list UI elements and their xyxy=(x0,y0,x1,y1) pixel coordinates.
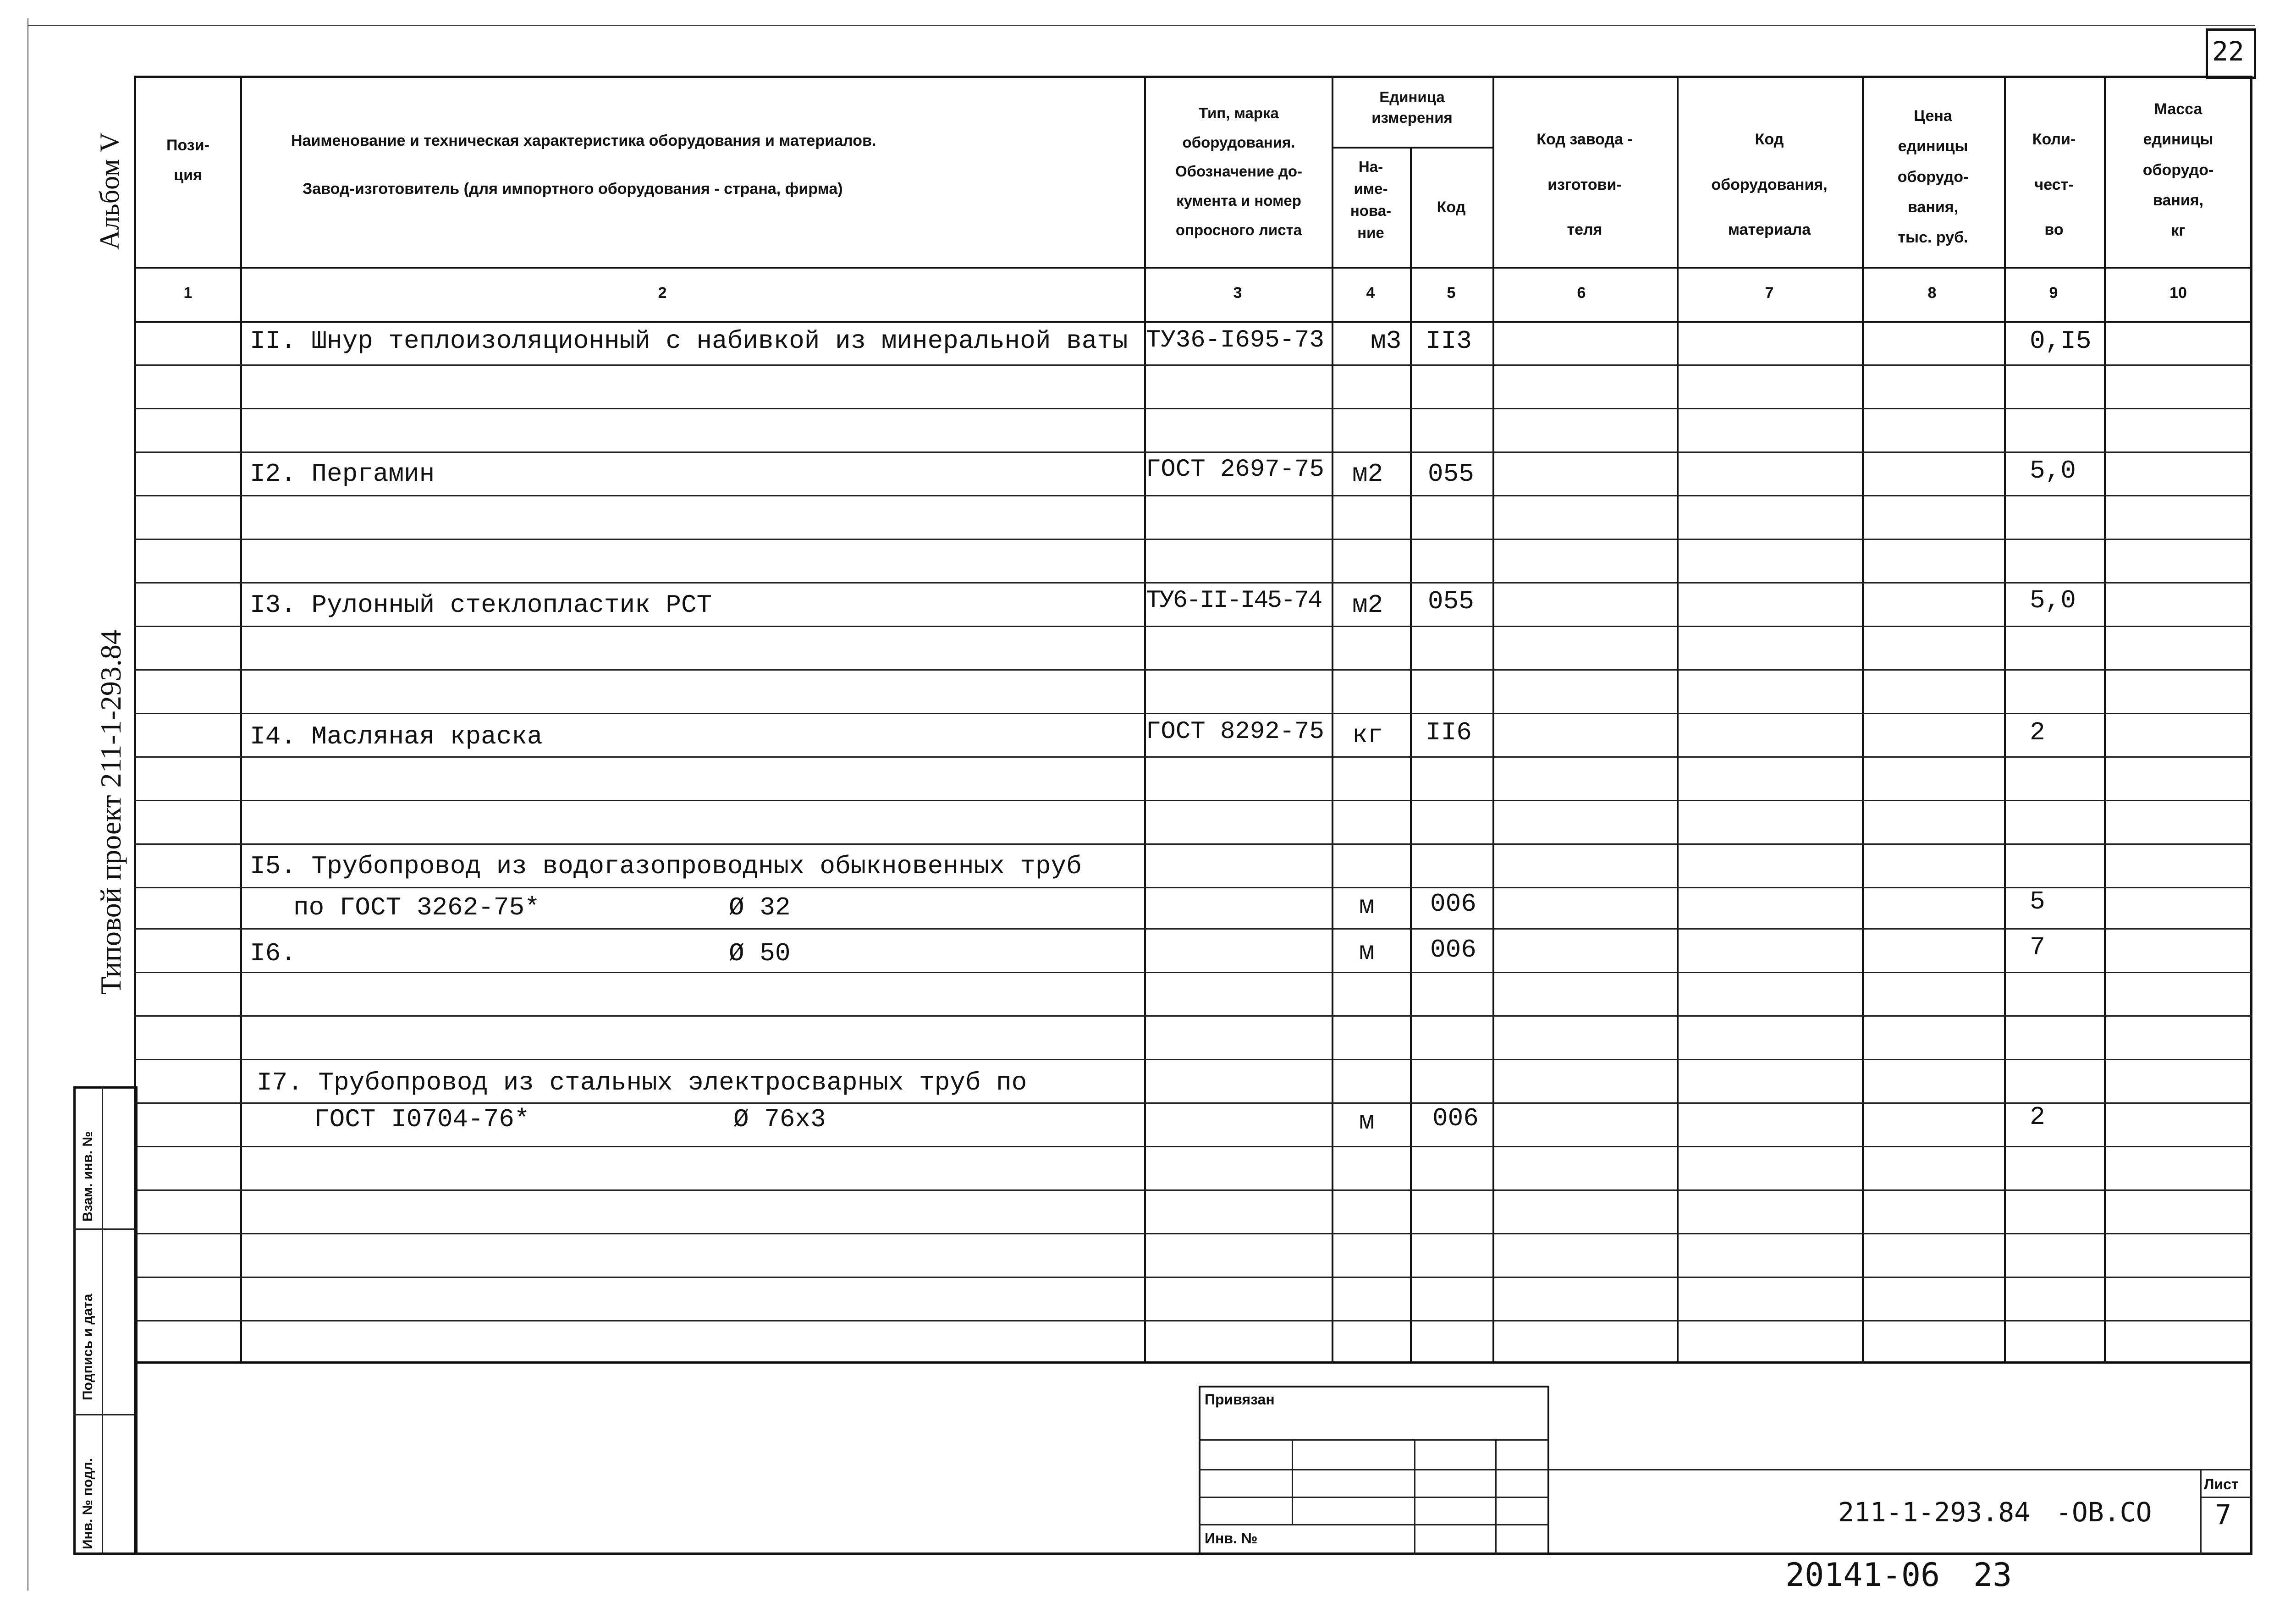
album-label: Альбом V xyxy=(94,132,125,250)
table-row-line xyxy=(134,928,2252,930)
row-13-name: I3. Рулонный стеклопластик РСТ xyxy=(250,590,712,620)
header-position: Пози- ция xyxy=(166,137,209,184)
col-divider xyxy=(1410,147,1412,1364)
row-12-code: 055 xyxy=(1428,459,1474,489)
table-row-line xyxy=(134,539,2252,540)
row-15-name: I5. Трубопровод из водогазопроводных обыкновенных труб xyxy=(250,852,1082,881)
row-11-qty: 0,I5 xyxy=(2030,326,2092,356)
table-row-line xyxy=(134,1102,2252,1104)
col-divider xyxy=(1332,76,1333,1364)
row-11-unit: м3 xyxy=(1371,326,1402,356)
privyazan-row xyxy=(1199,1497,1549,1498)
header-name-line1: Наименование и техническая характеристика оборудования и материалов. xyxy=(291,132,876,149)
row-17b-name: ГОСТ I0704-76* xyxy=(314,1105,530,1134)
privyazan-col xyxy=(1495,1439,1497,1555)
sheet-box-mid xyxy=(2200,1497,2252,1498)
row-12-qty: 5,0 xyxy=(2030,456,2076,485)
row-13-unit: м2 xyxy=(1352,590,1383,620)
colnum-1: 1 xyxy=(183,284,193,302)
colnum-2: 2 xyxy=(658,284,667,302)
col-divider xyxy=(1492,76,1494,1364)
table-row-line xyxy=(134,756,2252,758)
row-15b-unit: м xyxy=(1359,892,1375,921)
row-12-doc: ГОСТ 2697-75 xyxy=(1146,456,1324,484)
sheet-number: 7 xyxy=(2215,1499,2232,1531)
row-11-name: II. Шнур теплоизоляционный с набивкой из минеральной ваты xyxy=(250,326,1128,356)
header-unit-code: Код xyxy=(1437,198,1466,216)
inv-no-label: Инв. № xyxy=(1205,1530,1258,1547)
table-row-line xyxy=(134,1189,2252,1191)
table-row-line xyxy=(134,495,2252,496)
top-margin-line xyxy=(28,25,2255,26)
colnum-bottom-line xyxy=(134,321,2252,323)
colnum-3: 3 xyxy=(1233,284,1242,302)
row-12-name: I2. Пергамин xyxy=(250,459,435,489)
sheet-box-divider xyxy=(2200,1469,2202,1555)
row-11-code: II3 xyxy=(1426,326,1472,356)
table-row-line xyxy=(134,451,2252,453)
side-stamp-inv-zam: Взам. инв. № xyxy=(80,1131,95,1222)
side-stamp-row xyxy=(73,1414,138,1415)
col-divider xyxy=(1677,76,1679,1364)
header-quantity: Коли- чест- во xyxy=(2032,131,2076,239)
col-divider xyxy=(2004,76,2006,1364)
header-unit-name: На- име- нова- ние xyxy=(1350,158,1392,241)
handwritten-page: 23 xyxy=(1973,1556,2012,1594)
sheet-label: Лист xyxy=(2204,1476,2239,1492)
table-row-line xyxy=(134,582,2252,584)
table-row-line xyxy=(134,800,2252,801)
row-17b-unit: м xyxy=(1359,1107,1375,1136)
row-14-unit: кг xyxy=(1352,721,1383,750)
table-row-line xyxy=(134,1146,2252,1147)
side-stamp-sign-date: Подпись и дата xyxy=(80,1294,95,1400)
col-divider xyxy=(2104,76,2106,1364)
row-16-dim: Ø 50 xyxy=(729,939,791,968)
colnum-4: 4 xyxy=(1366,284,1375,302)
table-row-line xyxy=(134,1233,2252,1234)
header-factory-code: Код завода - изготови- теля xyxy=(1536,131,1633,239)
handwritten-code: 20141-06 xyxy=(1785,1556,1940,1594)
row-15b-name: по ГОСТ 3262-75* xyxy=(293,893,540,922)
row-17b-qty: 2 xyxy=(2030,1102,2045,1132)
colnum-8: 8 xyxy=(1927,284,1937,302)
table-row-line xyxy=(134,1320,2252,1321)
privyazan-row xyxy=(1199,1469,1549,1470)
table-row-line xyxy=(134,1015,2252,1017)
privyazan-col xyxy=(1414,1439,1415,1555)
table-row-line xyxy=(134,408,2252,409)
col-divider xyxy=(240,76,242,1364)
table-row-line xyxy=(134,843,2252,845)
row-11-doc: ТУ36-I695-73 xyxy=(1146,326,1324,354)
table-row-line xyxy=(134,713,2252,714)
doc-suffix: -ОВ.СО xyxy=(2056,1497,2152,1528)
row-16-unit: м xyxy=(1359,937,1375,967)
privyazan-row xyxy=(1199,1524,1549,1525)
header-bottom-line xyxy=(134,267,2252,269)
row-15b-qty: 5 xyxy=(2030,887,2045,916)
colnum-6: 6 xyxy=(1577,284,1586,302)
table-row-line xyxy=(134,364,2252,366)
privyazan-row xyxy=(1199,1439,1549,1441)
row-15b-dim: Ø 32 xyxy=(729,893,791,922)
table-row-line xyxy=(134,972,2252,973)
header-price: Цена единицы оборудо- вания, тыс. руб. xyxy=(1897,107,1969,247)
row-14-qty: 2 xyxy=(2030,718,2045,747)
row-17b-code: 006 xyxy=(1432,1104,1479,1133)
colnum-9: 9 xyxy=(2049,284,2058,302)
header-name-line2: Завод-изготовитель (для импортного оборудования - страна, фирма) xyxy=(303,180,843,198)
row-12-unit: м2 xyxy=(1352,459,1383,489)
header-equipment-code: Код оборудования, материала xyxy=(1711,131,1828,239)
table-row-line xyxy=(134,669,2252,671)
side-stamp-row xyxy=(73,1228,138,1230)
colnum-5: 5 xyxy=(1447,284,1456,302)
header-unit-group: Единица измерения xyxy=(1371,88,1453,126)
page-number: 22 xyxy=(2212,36,2244,67)
row-16-name: I6. xyxy=(250,939,296,968)
row-14-code: II6 xyxy=(1426,718,1472,747)
table-row-line xyxy=(134,626,2252,627)
unit-group-divider xyxy=(1332,147,1492,149)
row-14-doc: ГОСТ 8292-75 xyxy=(1146,718,1324,746)
colnum-7: 7 xyxy=(1765,284,1774,302)
row-13-code: 055 xyxy=(1428,587,1474,616)
header-mass: Масса единицы оборудо- вания, кг xyxy=(2142,100,2214,240)
row-13-doc: ТУ6-II-I45-74 xyxy=(1146,587,1321,615)
privyazan-label: Привязан xyxy=(1205,1391,1275,1408)
project-label: Типовой проект 211-1-293.84 xyxy=(94,630,127,995)
side-stamp-inv-podl: Инв. № подл. xyxy=(80,1458,95,1549)
table-row-line xyxy=(134,887,2252,888)
header-type: Тип, марка оборудования. Обозначение до- кумента и номер опросного листа xyxy=(1175,105,1302,238)
row-14-name: I4. Масляная краска xyxy=(250,722,543,751)
table-row-line xyxy=(134,1277,2252,1278)
doc-code: 211-1-293.84 xyxy=(1838,1497,2031,1528)
row-13-qty: 5,0 xyxy=(2030,586,2076,615)
row-17-name: I7. Трубопровод из стальных электросварных труб по xyxy=(257,1068,1027,1097)
side-stamp-divider xyxy=(102,1086,103,1555)
row-16-qty: 7 xyxy=(2030,933,2045,962)
doc-code-top-line xyxy=(1549,1469,2252,1470)
row-16-code: 006 xyxy=(1430,935,1476,964)
row-17b-dim: Ø 76х3 xyxy=(733,1105,826,1134)
colnum-10: 10 xyxy=(2169,284,2187,302)
table-row-line xyxy=(134,1059,2252,1060)
row-15b-code: 006 xyxy=(1430,889,1476,919)
col-divider xyxy=(1862,76,1864,1364)
privyazan-col xyxy=(1292,1439,1293,1524)
